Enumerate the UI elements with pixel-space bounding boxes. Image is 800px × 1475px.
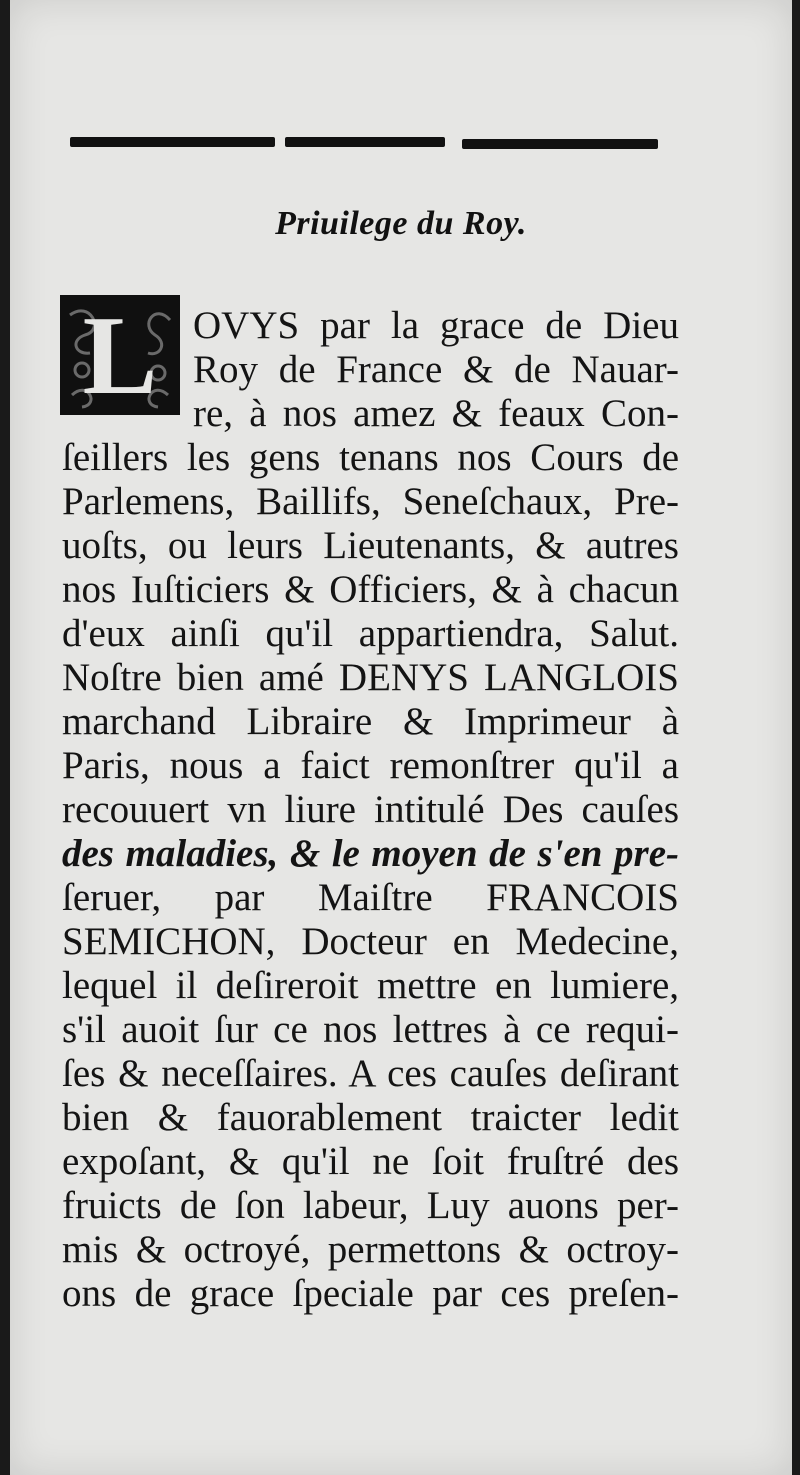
drop-cap-letter: L [82,294,158,418]
text-line: recouuert vn liure intitulé Des cauſes [62,788,679,831]
text-line: Paris, nous a faict remonſtrer qu'il a [62,744,679,787]
text-line: Parlemens, Baillifs, Seneſchaux, Pre- [62,480,679,523]
text-line: uoſts, ou leurs Lieutenants, & autres [62,524,679,567]
text-line: OVYS par la grace de Dieu [193,304,679,347]
text-line: ſeillers les gens tenans nos Cours de [62,436,679,479]
text-line: expoſant, & qu'il ne ſoit fruſtré des [62,1140,679,1183]
text-line: bien & fauorablement traicter ledit [62,1096,679,1139]
text-line: Noſtre bien amé DENYS LANGLOIS [62,656,679,699]
text-line: lequel il deſireroit mettre en lumiere, [62,964,679,1007]
text-line: s'il auoit ſur ce nos lettres à ce requi- [62,1008,679,1051]
text-line: des maladies, & le moyen de s'en pre- [62,832,679,875]
text-line: fruicts de ſon labeur, Luy auons per- [62,1184,679,1227]
text-line: ons de grace ſpeciale par ces preſen- [62,1272,679,1315]
text-line: re, à nos amez & feaux Con- [193,392,679,435]
text-line: ſeruer, par Maiſtre FRANCOIS [62,876,679,919]
page-title: Priuilege du Roy. [275,205,527,242]
text-line: mis & octroyé, permettons & octroy- [62,1228,679,1271]
book-page [10,0,792,1475]
text-line: ſes & neceſſaires. A ces cauſes deſirant [62,1052,679,1095]
text-line: d'eux ainſi qu'il appartiendra, Salut. [62,612,679,655]
text-line: nos Iuſticiers & Officiers, & à chacun [62,568,679,611]
text-line: Roy de France & de Nauar- [193,348,679,391]
privilege-text [10,0,792,1475]
text-line: marchand Libraire & Imprimeur à [62,700,679,743]
text-line: SEMICHON, Docteur en Medecine, [62,920,679,963]
